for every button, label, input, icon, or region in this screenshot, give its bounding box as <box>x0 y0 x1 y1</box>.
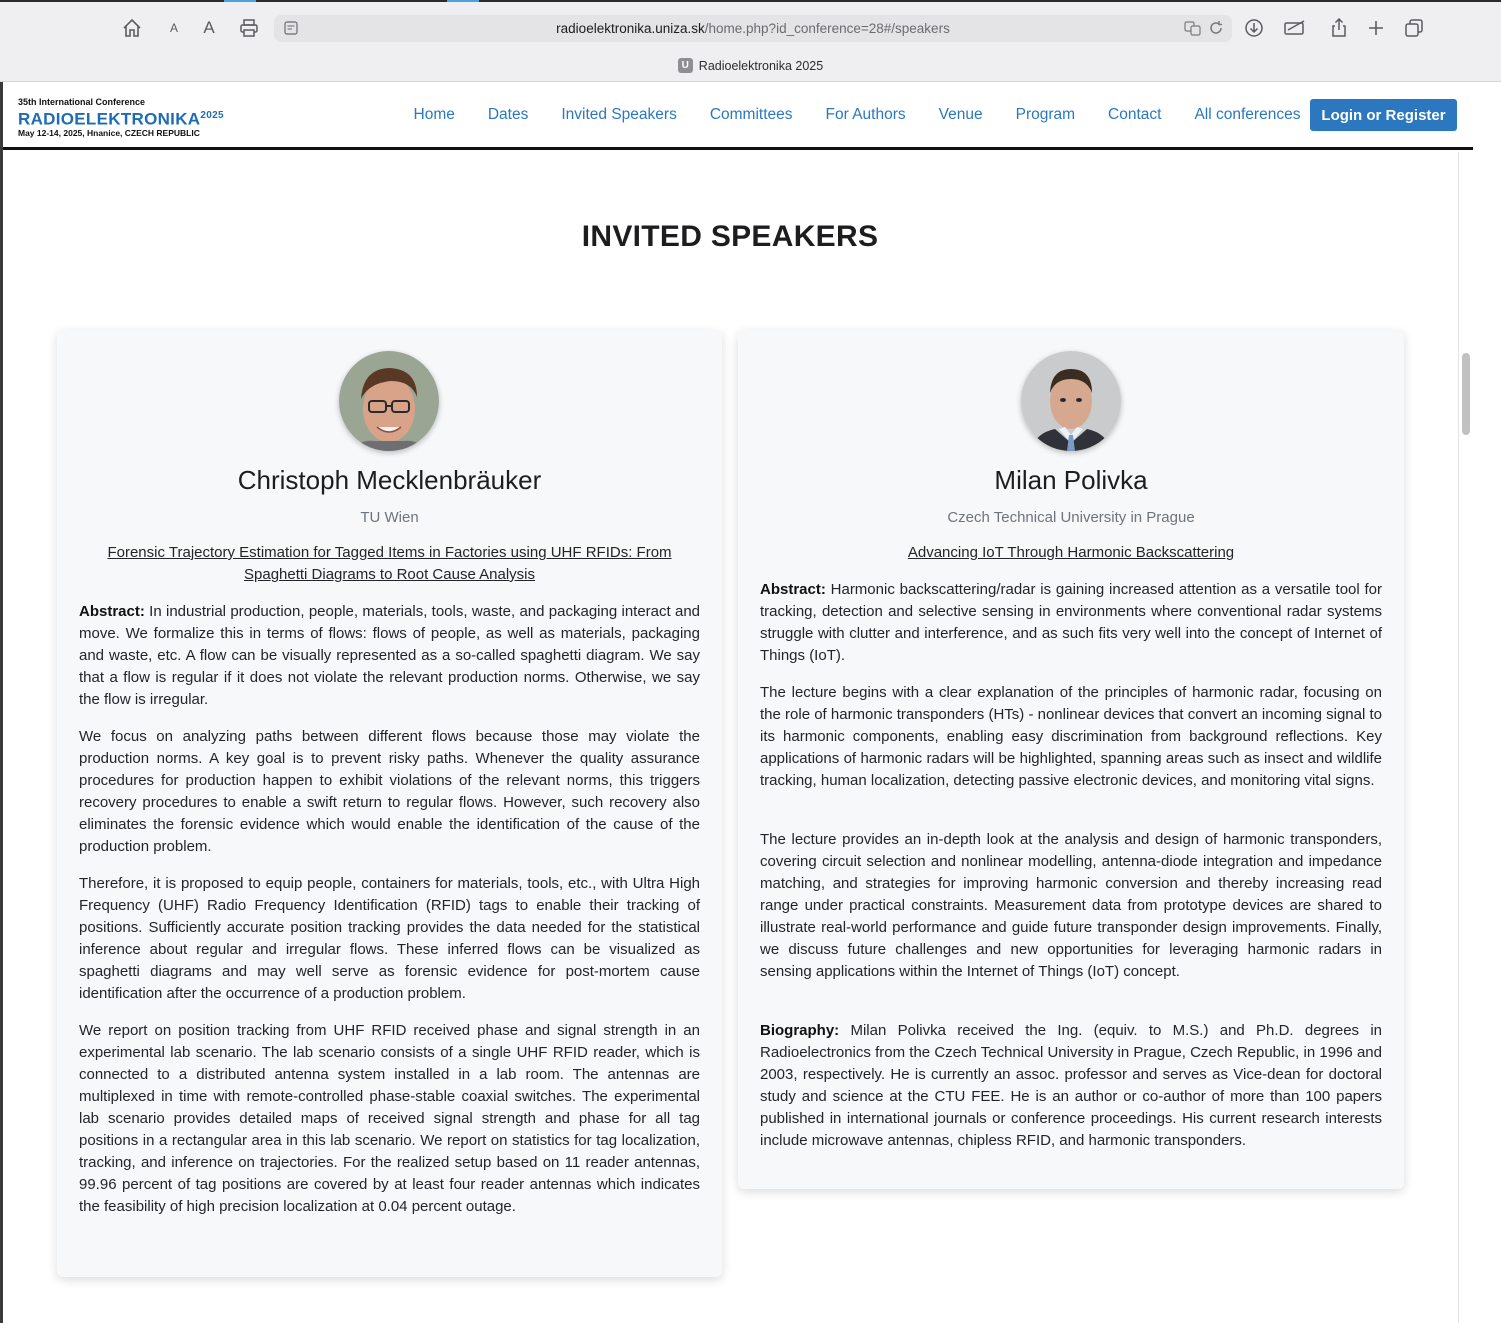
login-register-button[interactable]: Login or Register <box>1310 99 1457 131</box>
tab-indicator <box>447 0 479 2</box>
abstract-label: Abstract: <box>760 581 826 598</box>
url-host: radioelektronika.uniza.sk <box>556 21 705 36</box>
browser-toolbar <box>0 0 1501 82</box>
abstract-paragraph: We report on position tracking from UHF RFID received phase and signal strength in an experimental lab scenario. The lab scenario consists of a single UHF RFID reader, which is connected to a distributed antenna system installed in a lab room. The antennas are multiplexed in time with remote-controlled phase-stable coaxial switches. The experimental lab scenario provides detailed maps of received signal strength and phase for all tag positions in a rectangular area in this lab scenario. We report on statistics for tag localization, tracking, and inference on trajectories. For the realized setup based on 11 reader antennas, 99.96 percent of tag positions are covered by at least four reader antennas which indicates the feasibility of high precision localization at 0.04 percent outage. <box>79 1022 700 1215</box>
speaker-affiliation: Czech Technical University in Prague <box>947 509 1195 526</box>
new-tab-icon[interactable] <box>1362 14 1390 42</box>
abstract-paragraph: Therefore, it is proposed to equip people, containers for materials, tools, etc., with Ultra High Frequency (UHF) Radio Frequency Identification (RFID) tags to enable their tracking of positions. Sufficiently accurate position tracking provides the data needed for the statistical inference about regular and irregular flows. These inferred flows can be visualized as spaghetti diagrams and may well serve as forensic evidence for post-mortem cause identification after the occurrence of a production problem. <box>79 875 700 1002</box>
abstract-paragraph: Abstract: Harmonic backscattering/radar is gaining increased attention as a versatile tool for tracking, detection and selective sensing in environments where conventional radar systems struggle with clutter and interference, and as such fits very well into the concept of Internet of Things (IoT). <box>760 581 1383 664</box>
speaker-affiliation: TU Wien <box>360 509 419 526</box>
logo-name: $RADIOELEKTRONIKA^{2025}$ <box>18 109 224 129</box>
font-increase-button[interactable]: A <box>203 18 215 37</box>
translate-icon[interactable] <box>1184 20 1202 39</box>
abstract-paragraph: Abstract: In industrial production, people, materials, tools, waste, and packaging interact and move. We formalize this in terms of flows: flows of people, as well as materials, packaging and waste, etc. A flow can be visually represented as a so-called spaghetti diagram. We say that a flow is regular if it does not violate the relevant production norms. Otherwise, we say the flow is irregular. <box>79 603 700 708</box>
abstract-paragraph: The lecture begins with a clear explanation of the principles of harmonic radar, focusing on the role of harmonic transponders (HTs) - nonlinear devices that convert an incoming signal to its harmonic components, enabling easy discrimination from background reflections. Key applications of harmonic radars will be highlighted, spanning areas such as insect and wildlife tracking, human localization, detecting passive electronic devices, and monitoring vital signs. <box>760 684 1382 789</box>
bookmark-edit-icon[interactable] <box>1281 14 1309 42</box>
nav-program[interactable]: Program <box>1015 106 1076 123</box>
biography-paragraph: Biography: Milan Polivka received the Ing. (equiv. to M.S.) and Ph.D. degrees in Radioelectronics from the Czech Technical University in Prague, Czech Republic, in 1996 and 2003, respectively. He is currently an assoc. professor and serves as Vice-dean for doctoral study and science at the CTU FEE. He is an author or co-author of more than 100 papers published in international journals or conference proceedings. His current research interests include microwave antennas, chipless RFID, and harmonic transponders. <box>760 1022 1383 1149</box>
font-decrease-button[interactable]: A <box>169 21 178 35</box>
nav-all-conferences[interactable]: All conferences <box>1194 106 1301 123</box>
nav-invited-speakers[interactable]: Invited Speakers <box>561 106 677 123</box>
site-header <box>3 82 1473 150</box>
logo-year: 2025 <box>200 110 224 121</box>
window-edge <box>0 82 3 1323</box>
nav-for-authors[interactable]: For Authors <box>825 106 906 123</box>
share-icon[interactable] <box>1325 14 1353 42</box>
main-nav <box>397 82 1317 148</box>
abstract-paragraph: We focus on analyzing paths between different flows because those may violate the production norms. A key goal is to prevent risky paths. Whenever the quality assurance procedures for production happen to exhibit violations of the relevant norms, this triggers recovery procedures to enable a swift return to regular flows. However, such recovery also eliminates the forensic evidence which would enable the identification of the cause of the production problem. <box>79 728 700 855</box>
home-icon[interactable] <box>118 14 146 42</box>
active-tab[interactable] <box>0 58 1501 73</box>
tab-title: Radioelektronika 2025 <box>698 58 824 73</box>
abstract-label: Abstract: <box>79 603 145 620</box>
speaker-name: Milan Polivka <box>994 465 1148 495</box>
logo-edition: 35th International Conference <box>18 97 146 107</box>
print-icon[interactable] <box>235 14 263 42</box>
page-title: INVITED SPEAKERS <box>581 220 879 253</box>
favicon-icon: U <box>678 58 693 73</box>
conference-logo[interactable] <box>18 97 224 138</box>
reload-icon[interactable] <box>1208 20 1224 39</box>
tab-indicator <box>224 0 256 2</box>
speaker-name: Christoph Mecklenbräuker <box>237 465 542 495</box>
nav-contact[interactable]: Contact <box>1108 106 1162 123</box>
speaker-photo <box>1021 351 1121 451</box>
tab-overview-icon[interactable] <box>1400 14 1428 42</box>
speaker-card <box>57 330 722 1277</box>
talk-title-link[interactable]: Forensic Trajectory Estimation for Tagged Items in Factories using UHF RFIDs: From Spaghetti Diagrams to Root Cause Analysis <box>107 544 672 583</box>
address-bar[interactable] <box>274 15 1232 42</box>
nav-home[interactable]: Home <box>413 106 455 123</box>
speaker-photo <box>339 351 439 451</box>
download-icon[interactable] <box>1240 14 1268 42</box>
nav-committees[interactable]: Committees <box>709 106 793 123</box>
biography-label: Biography: <box>760 1022 840 1039</box>
talk-title-link[interactable]: Advancing IoT Through Harmonic Backscattering <box>907 544 1235 561</box>
url-path: /home.php?id_conference=28#/speakers <box>704 21 950 36</box>
reader-view-icon[interactable] <box>284 21 298 38</box>
nav-dates[interactable]: Dates <box>487 106 529 123</box>
abstract-paragraph: The lecture provides an in-depth look at the analysis and design of harmonic transponders, covering circuit selection and nonlinear modelling, antenna-diode integration and impedance matching, and strategies for improving harmonic conversion and thereby increasing read range under practical constraints. Measurement data from prototype devices are shared to illustrate real-world performance and guide future transponder design improvements. Finally, we discuss future challenges and new opportunities for leveraging harmonic radars in sensing applications within the Internet of Things (IoT) concept. <box>760 831 1382 980</box>
tab-strip <box>0 0 1501 2</box>
scrollbar-track[interactable] <box>1458 152 1459 1323</box>
scrollbar-thumb[interactable] <box>1462 353 1470 435</box>
nav-venue[interactable]: Venue <box>938 106 983 123</box>
speaker-card <box>738 330 1404 1189</box>
logo-dates: May 12-14, 2025, Hnanice, CZECH REPUBLIC <box>18 127 200 138</box>
